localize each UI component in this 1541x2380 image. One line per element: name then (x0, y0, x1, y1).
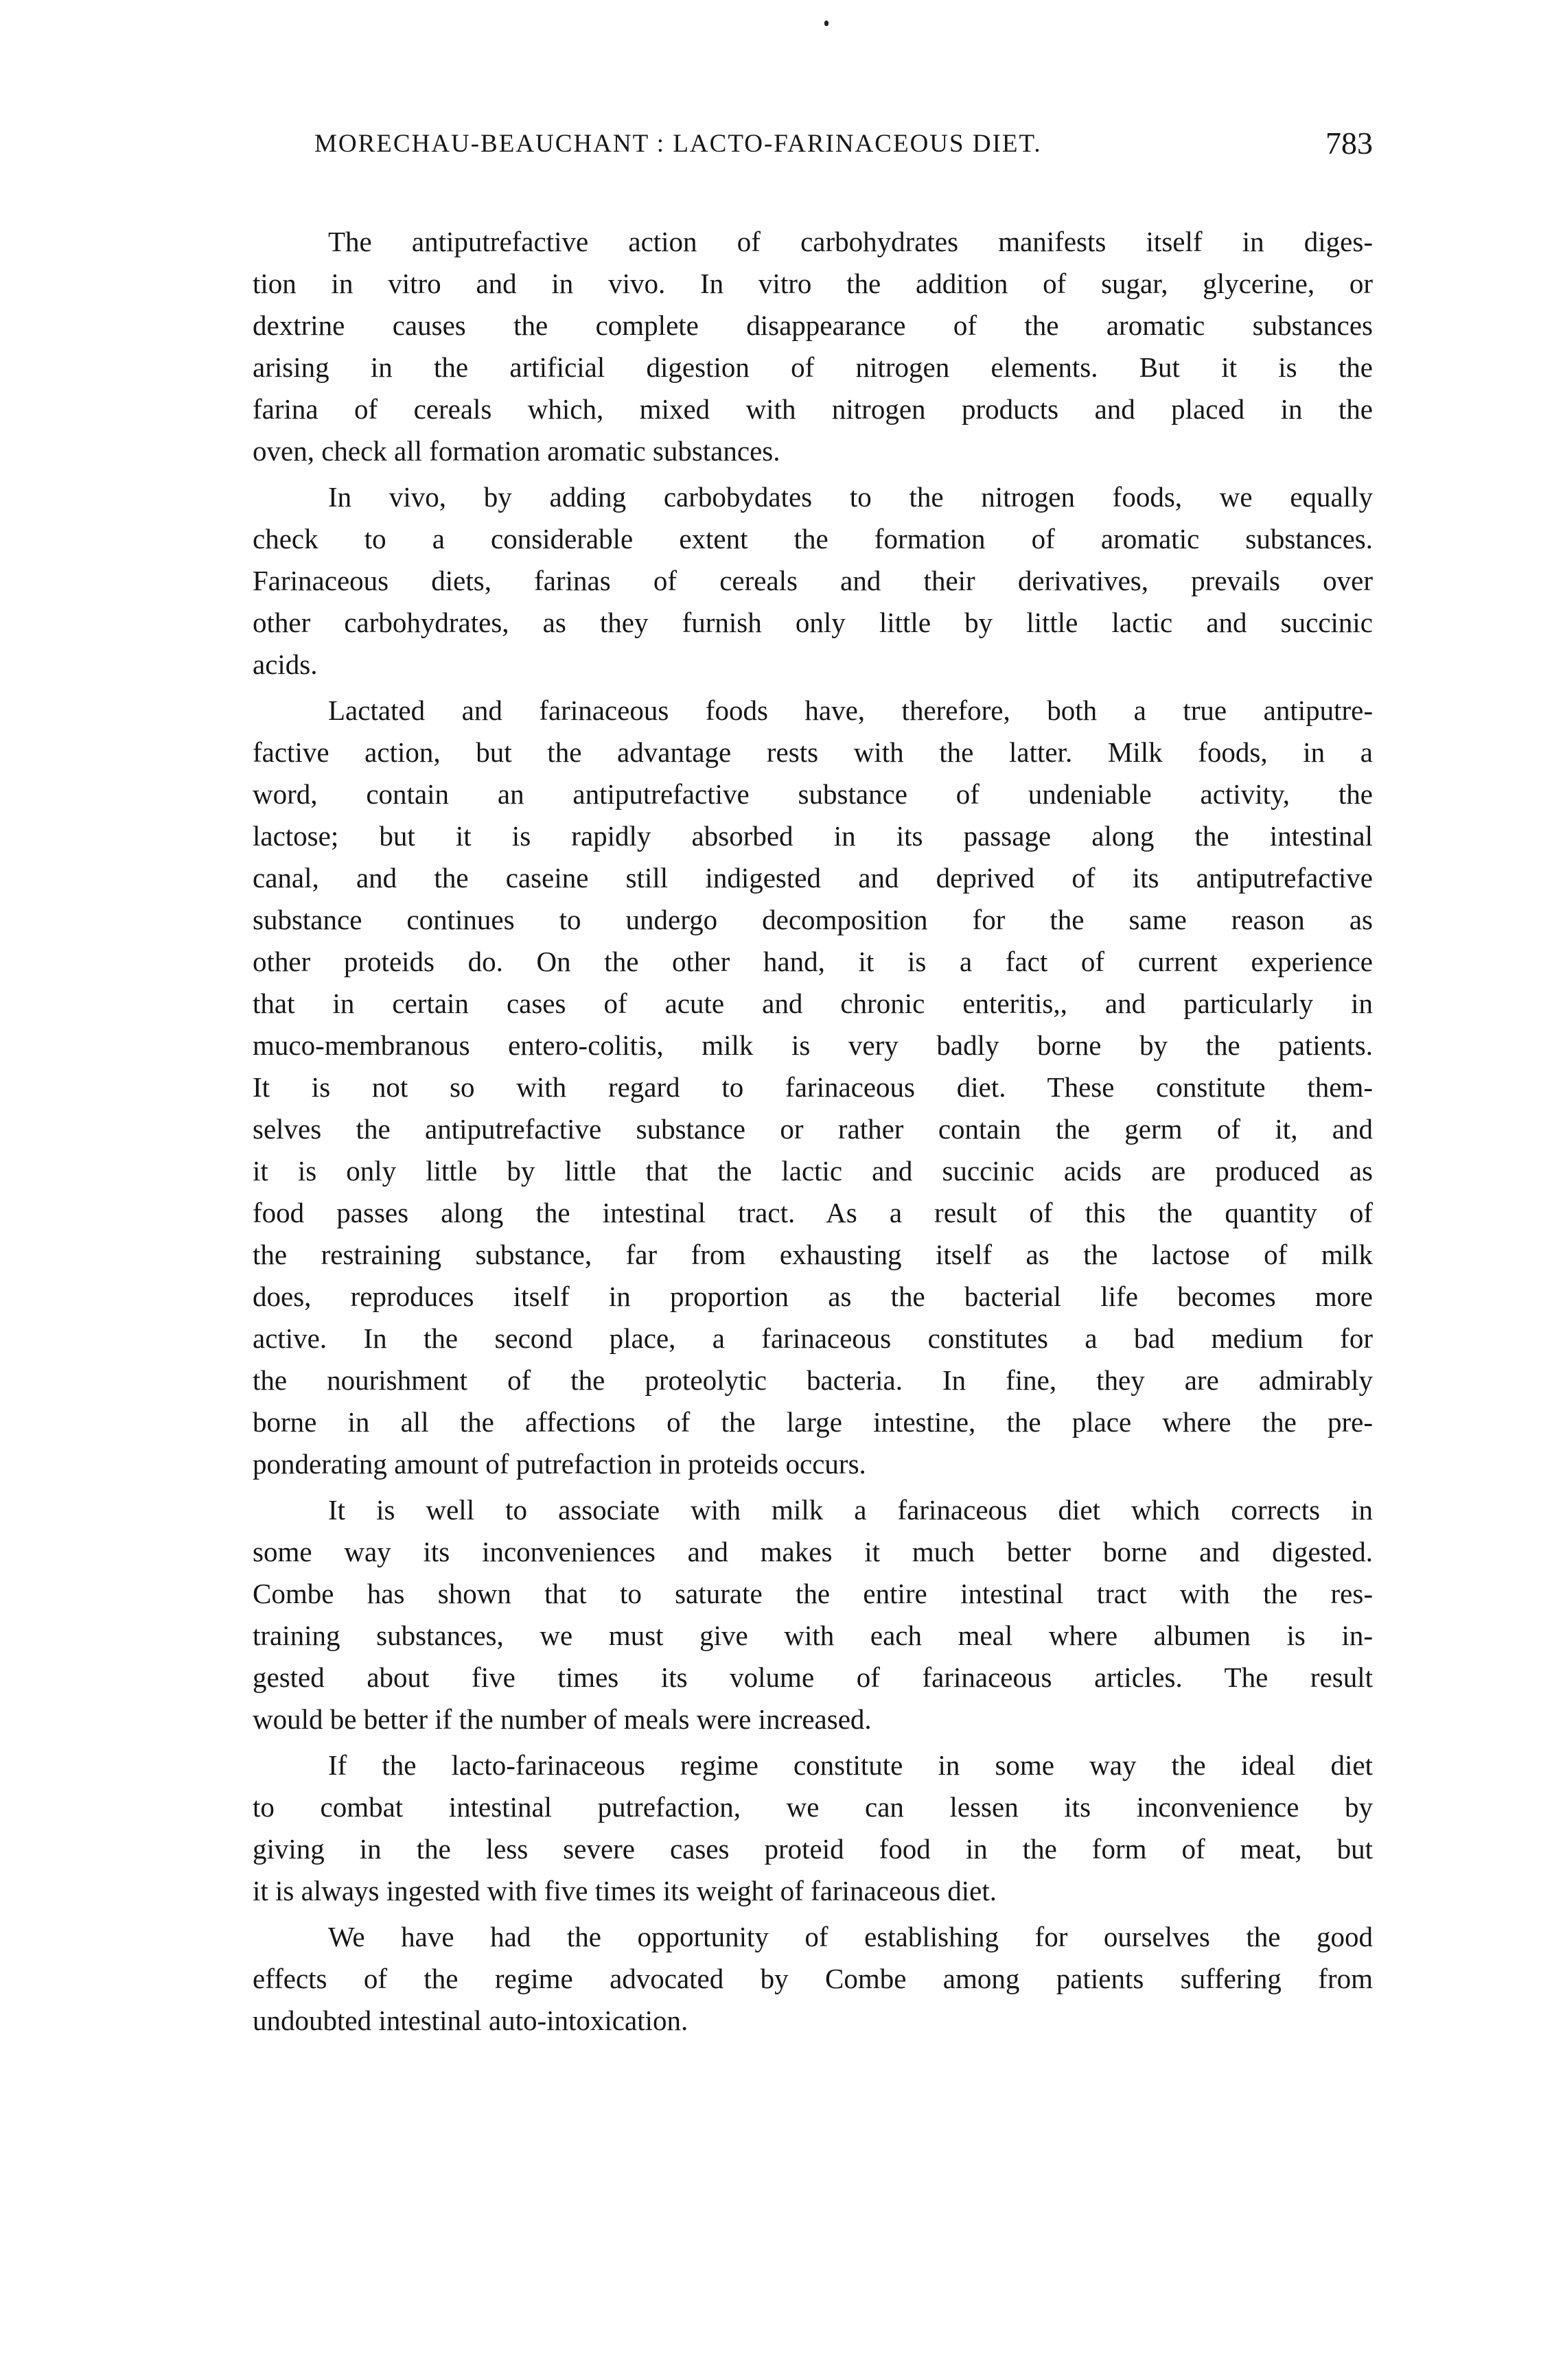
text-line: dextrine causes the complete disappearance of the aromatic substances (253, 310, 1373, 341)
page-header (253, 126, 1373, 170)
text-line: lactose; but it is rapidly absorbed in its passage along the intestinal (253, 820, 1373, 852)
text-line: factive action, but the advantage rests with the latter. Milk foods, in a (253, 736, 1373, 768)
text-line: the nourishment of the proteolytic bacteria. In fine, they are admirably (253, 1364, 1373, 1396)
text-line: active. In the second place, a farinaceous constitutes a bad medium for (253, 1322, 1373, 1354)
text-line: other carbohydrates, as they furnish only little by little lactic and succinic (253, 607, 1373, 638)
text-line: acids. (253, 649, 318, 680)
text-line: does, reproduces itself in proportion as the bacterial life becomes more (253, 1281, 1373, 1312)
paragraph (253, 476, 1373, 686)
text-line: tion in vitro and in vivo. In vitro the addition of sugar, glycerine, or (253, 268, 1373, 299)
paragraph (253, 1916, 1373, 2042)
text-line: it is only little by little that the lactic and succinic acids are produced as (253, 1155, 1373, 1187)
text-line: it is always ingested with five times its weight of farinaceous diet. (253, 1875, 997, 1906)
text-line: If the lacto-farinaceous regime constitute in some way the ideal diet (328, 1749, 1373, 1781)
text-line: farina of cereals which, mixed with nitrogen products and placed in the (253, 393, 1373, 425)
page-number: 783 (1325, 126, 1373, 161)
text-line: It is not so with regard to farinaceous diet. These constitute them- (253, 1071, 1373, 1103)
text-line: arising in the artificial digestion of nitrogen elements. But it is the (253, 351, 1373, 383)
paragraph (253, 690, 1373, 1485)
text-line: that in certain cases of acute and chronic enteritis,, and particularly in (253, 988, 1373, 1019)
text-line: It is well to associate with milk a farinaceous diet which corrects in (328, 1494, 1373, 1526)
text-line: some way its inconveniences and makes it much better borne and digested. (253, 1536, 1373, 1567)
paragraph (253, 1489, 1373, 1740)
text-line: undoubted intestinal auto-intoxication. (253, 2005, 688, 2036)
text-line: substance continues to undergo decomposition for the same reason as (253, 904, 1373, 935)
body-text (253, 221, 1373, 2046)
running-head: MORECHAU-BEAUCHANT : LACTO-FARINACEOUS DIET. (314, 130, 1042, 158)
text-line: canal, and the caseine still indigested and deprived of its antiputrefactive (253, 862, 1373, 894)
paragraph (253, 221, 1373, 472)
text-line: gested about five times its volume of farinaceous articles. The result (253, 1661, 1373, 1693)
text-line: Combe has shown that to saturate the entire intestinal tract with the res- (253, 1578, 1373, 1609)
scan-speck (824, 21, 829, 26)
text-line: giving in the less severe cases proteid food in the form of meat, but (253, 1833, 1373, 1865)
text-line: oven, check all formation aromatic substances. (253, 435, 780, 467)
text-line: Farinaceous diets, farinas of cereals and their derivatives, prevails over (253, 565, 1373, 596)
text-line: to combat intestinal putrefaction, we can lessen its inconvenience by (253, 1791, 1373, 1823)
text-line: would be better if the number of meals were increased. (253, 1703, 872, 1735)
text-line: word, contain an antiputrefactive substance of undeniable activity, the (253, 778, 1373, 810)
text-line: The antiputrefactive action of carbohydrates manifests itself in diges- (328, 226, 1373, 257)
paragraph (253, 1745, 1373, 1912)
text-line: food passes along the intestinal tract. As a result of this the quantity of (253, 1197, 1373, 1228)
text-line: selves the antiputrefactive substance or rather contain the germ of it, and (253, 1113, 1373, 1145)
text-line: other proteids do. On the other hand, it is a fact of current experience (253, 946, 1373, 977)
text-line: borne in all the affections of the large intestine, the place where the pre- (253, 1406, 1373, 1438)
text-line: Lactated and farinaceous foods have, therefore, both a true antiputre- (328, 695, 1373, 726)
text-line: check to a considerable extent the formation of aromatic substances. (253, 523, 1373, 555)
text-line: the restraining substance, far from exhausting itself as the lactose of milk (253, 1239, 1373, 1270)
text-line: muco-membranous entero-colitis, milk is very badly borne by the patients. (253, 1029, 1373, 1061)
text-line: training substances, we must give with each meal where albumen is in- (253, 1620, 1373, 1651)
text-line: In vivo, by adding carbobydates to the nitrogen foods, we equally (328, 481, 1373, 513)
text-line: effects of the regime advocated by Combe among patients suffering from (253, 1963, 1373, 1994)
text-line: ponderating amount of putrefaction in proteids occurs. (253, 1448, 866, 1480)
text-line: We have had the opportunity of establishing for ourselves the good (328, 1921, 1373, 1952)
